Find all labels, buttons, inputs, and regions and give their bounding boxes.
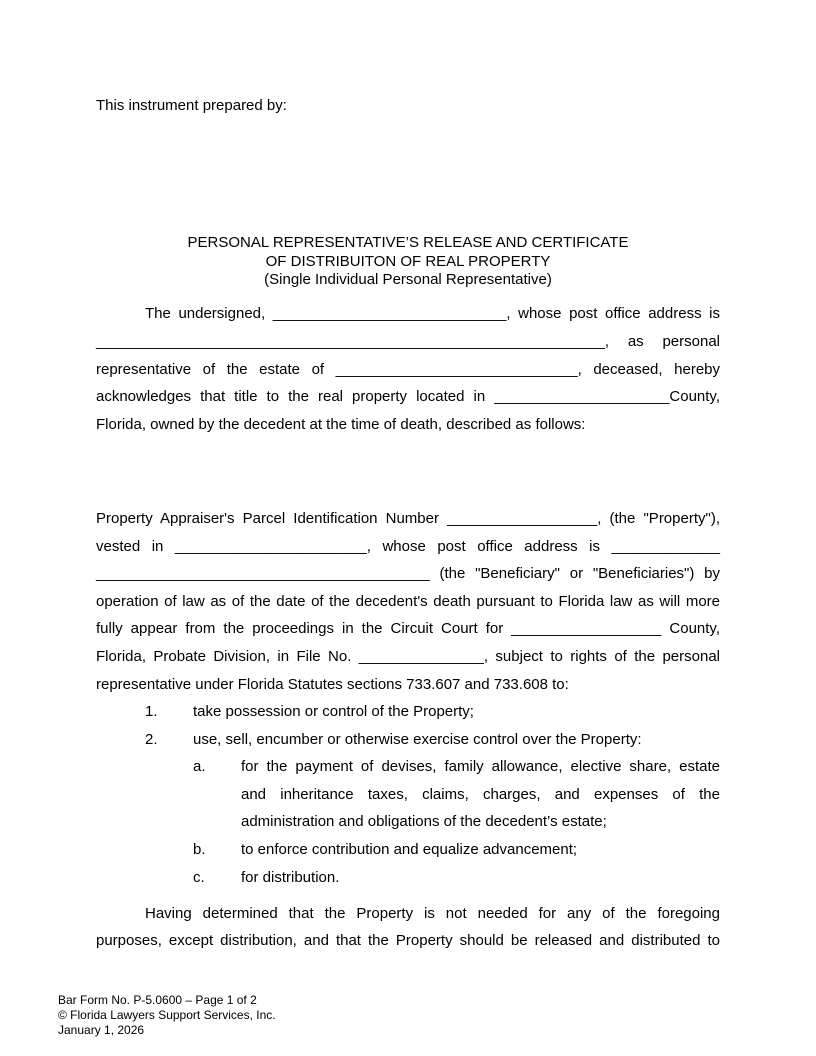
list-item: use, sell, encumber or otherwise exercise control over the Property: bbox=[193, 731, 642, 748]
paragraph-line: _____________________________________________________________, as personal bbox=[96, 333, 720, 350]
sublist-letter: a. bbox=[193, 758, 206, 775]
sublist-letter: b. bbox=[193, 841, 206, 858]
paragraph-line: vested in _______________________, whose post office address is _____________ bbox=[96, 538, 720, 555]
title-line-2: OF DISTRIBUITON OF REAL PROPERTY bbox=[265, 253, 551, 270]
paragraph-line: acknowledges that title to the real property located in _____________________County, bbox=[96, 388, 720, 405]
sublist-item: administration and obligations of the decedent’s estate; bbox=[241, 813, 607, 830]
paragraph-line: fully appear from the proceedings in the Circuit Court for __________________ County, bbox=[96, 620, 720, 637]
sublist-item: to enforce contribution and equalize advancement; bbox=[241, 841, 578, 858]
sublist-item: and inheritance taxes, claims, charges, and expenses of the bbox=[241, 786, 720, 803]
paragraph-line: ________________________________________ (the "Beneficiary" or "Beneficiaries") by bbox=[96, 565, 720, 582]
sublist-item: for distribution. bbox=[241, 869, 340, 886]
sublist-item: for the payment of devises, family allowance, elective share, estate bbox=[241, 758, 720, 775]
title-line-3: (Single Individual Personal Representative) bbox=[264, 271, 552, 288]
paragraph-line: Property Appraiser's Parcel Identification Number __________________, (the "Property"), bbox=[96, 510, 720, 527]
footer-date: January 1, 2026 bbox=[58, 1023, 145, 1037]
paragraph-line: representative of the estate of _____________________________, deceased, hereby bbox=[96, 361, 720, 378]
paragraph-line: purposes, except distribution, and that the Property should be released and distributed to bbox=[96, 932, 720, 949]
paragraph-line: operation of law as of the date of the decedent's death pursuant to Florida law as will more bbox=[96, 593, 720, 610]
paragraph-line: representative under Florida Statutes sections 733.607 and 733.608 to: bbox=[96, 676, 569, 693]
list-item: take possession or control of the Property; bbox=[193, 703, 474, 720]
paragraph-line: Florida, Probate Division, in File No. _______________, subject to rights of the personal bbox=[96, 648, 720, 665]
footer-copyright: © Florida Lawyers Support Services, Inc. bbox=[58, 1008, 276, 1022]
list-number: 1. bbox=[145, 703, 158, 720]
list-number: 2. bbox=[145, 731, 158, 748]
paragraph-line: Having determined that the Property is not needed for any of the foregoing bbox=[145, 905, 720, 922]
prepared-by-label: This instrument prepared by: bbox=[96, 97, 287, 114]
paragraph-line: The undersigned, ____________________________, whose post office address is bbox=[145, 305, 720, 322]
paragraph-line: Florida, owned by the decedent at the time of death, described as follows: bbox=[96, 416, 586, 433]
sublist-letter: c. bbox=[193, 869, 205, 886]
title-line-1: PERSONAL REPRESENTATIVE’S RELEASE AND CERTIFICATE bbox=[187, 234, 629, 251]
footer-form-number: Bar Form No. P-5.0600 – Page 1 of 2 bbox=[58, 993, 257, 1007]
